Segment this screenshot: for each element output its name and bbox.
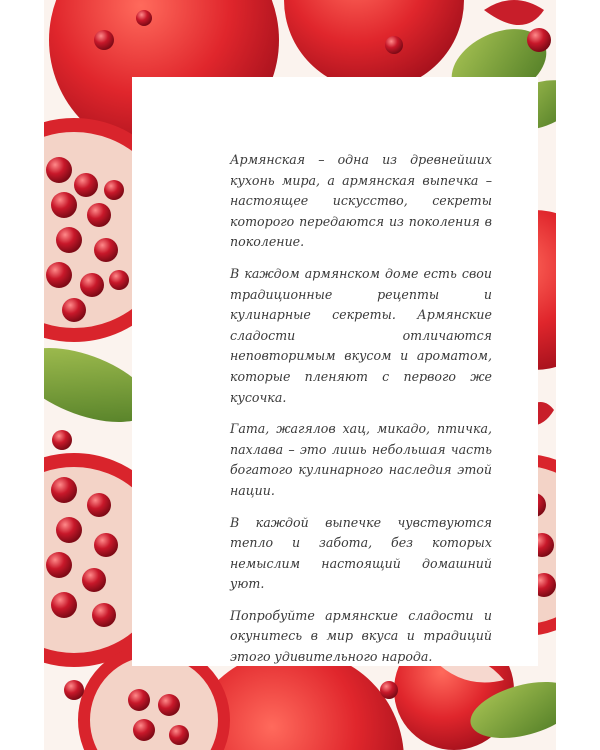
text-panel bbox=[132, 77, 538, 666]
paragraph-4: В каждой выпечке чувствуются тепло и забота, без которых немыслим настоящий домашний уют. bbox=[230, 514, 492, 592]
paragraph-2: В каждом армянском доме есть свои традиционные рецепты и кулинарные секреты. Армянские сладости отличаются неповторимым вкусом и ароматом, которые пленяют с первого же кусочка. bbox=[230, 265, 492, 405]
paragraph-5: Попробуйте армянские сладости и окунитесь в мир вкуса и традиций этого удивительного народа. bbox=[230, 607, 492, 665]
paragraph-3: Гата, жагялов хац, микадо, птичка, пахлава – это лишь небольшая часть богатого кулинарного наследия этой нации. bbox=[230, 421, 492, 498]
intro-text bbox=[230, 150, 492, 679]
page bbox=[44, 0, 556, 750]
paragraph-1: Армянская – одна из древнейших кухонь мира, а армянская выпечка – настоящее искусство, секреты которого передаются из поколения в поколение. bbox=[230, 152, 492, 250]
